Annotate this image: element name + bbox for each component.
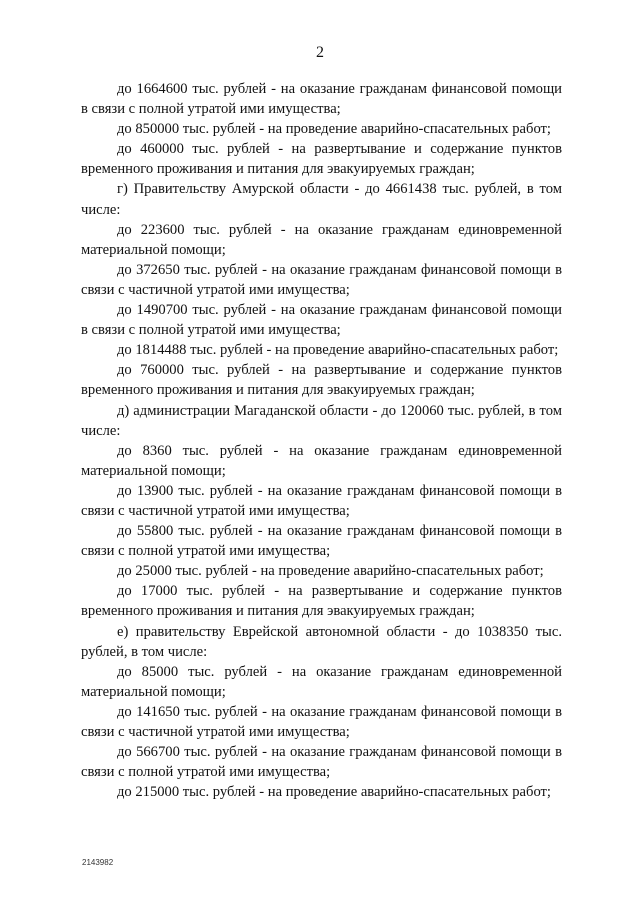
paragraph: до 850000 тыс. рублей - на проведение аварийно-спасательных работ; <box>117 121 551 138</box>
paragraph: г) Правительству Амурской области - до 4661438 тыс. рублей, в том числе: <box>81 181 562 218</box>
paragraph: до 1490700 тыс. рублей - на оказание гражданам финансовой помощи в связи с полной утратой ими имущества; <box>81 302 562 339</box>
paragraph: до 215000 тыс. рублей - на проведение аварийно-спасательных работ; <box>117 784 551 801</box>
page-number: 2 <box>316 44 324 61</box>
paragraph: д) администрации Магаданской области - до 120060 тыс. рублей, в том числе: <box>81 402 562 439</box>
paragraph: до 566700 тыс. рублей - на оказание гражданам финансовой помощи в связи с полной утратой ими имущества; <box>81 744 562 781</box>
paragraph: до 55800 тыс. рублей - на оказание гражданам финансовой помощи в связи с полной утратой ими имущества; <box>81 523 562 560</box>
paragraph: е) правительству Еврейской автономной области - до 1038350 тыс. рублей, в том числе: <box>81 623 562 660</box>
paragraph: до 1664600 тыс. рублей - на оказание гражданам финансовой помощи в связи с полной утратой ими имущества; <box>81 81 562 118</box>
paragraph: до 13900 тыс. рублей - на оказание гражданам финансовой помощи в связи с частичной утратой ими имущества; <box>81 482 562 519</box>
paragraph: до 223600 тыс. рублей - на оказание гражданам единовременной материальной помощи; <box>81 221 562 258</box>
paragraph: до 85000 тыс. рублей - на оказание гражданам единовременной материальной помощи; <box>81 663 562 700</box>
paragraph: до 460000 тыс. рублей - на развертывание и содержание пунктов временного проживания и питания для эвакуируемых граждан; <box>81 141 562 178</box>
paragraph: до 17000 тыс. рублей - на развертывание и содержание пунктов временного проживания и питания для эвакуируемых граждан; <box>81 583 562 620</box>
paragraph: до 25000 тыс. рублей - на проведение аварийно-спасательных работ; <box>117 563 544 580</box>
paragraph: до 372650 тыс. рублей - на оказание гражданам финансовой помощи в связи с частичной утратой ими имущества; <box>81 261 562 298</box>
document-code: 2143982 <box>82 858 114 867</box>
paragraph: до 760000 тыс. рублей - на развертывание и содержание пунктов временного проживания и питания для эвакуируемых граждан; <box>81 362 562 399</box>
paragraph: до 141650 тыс. рублей - на оказание гражданам финансовой помощи в связи с частичной утратой ими имущества; <box>81 703 562 740</box>
paragraph: до 1814488 тыс. рублей - на проведение аварийно-спасательных работ; <box>117 342 559 359</box>
document-body <box>81 79 562 802</box>
paragraph: до 8360 тыс. рублей - на оказание гражданам единовременной материальной помощи; <box>81 442 562 479</box>
